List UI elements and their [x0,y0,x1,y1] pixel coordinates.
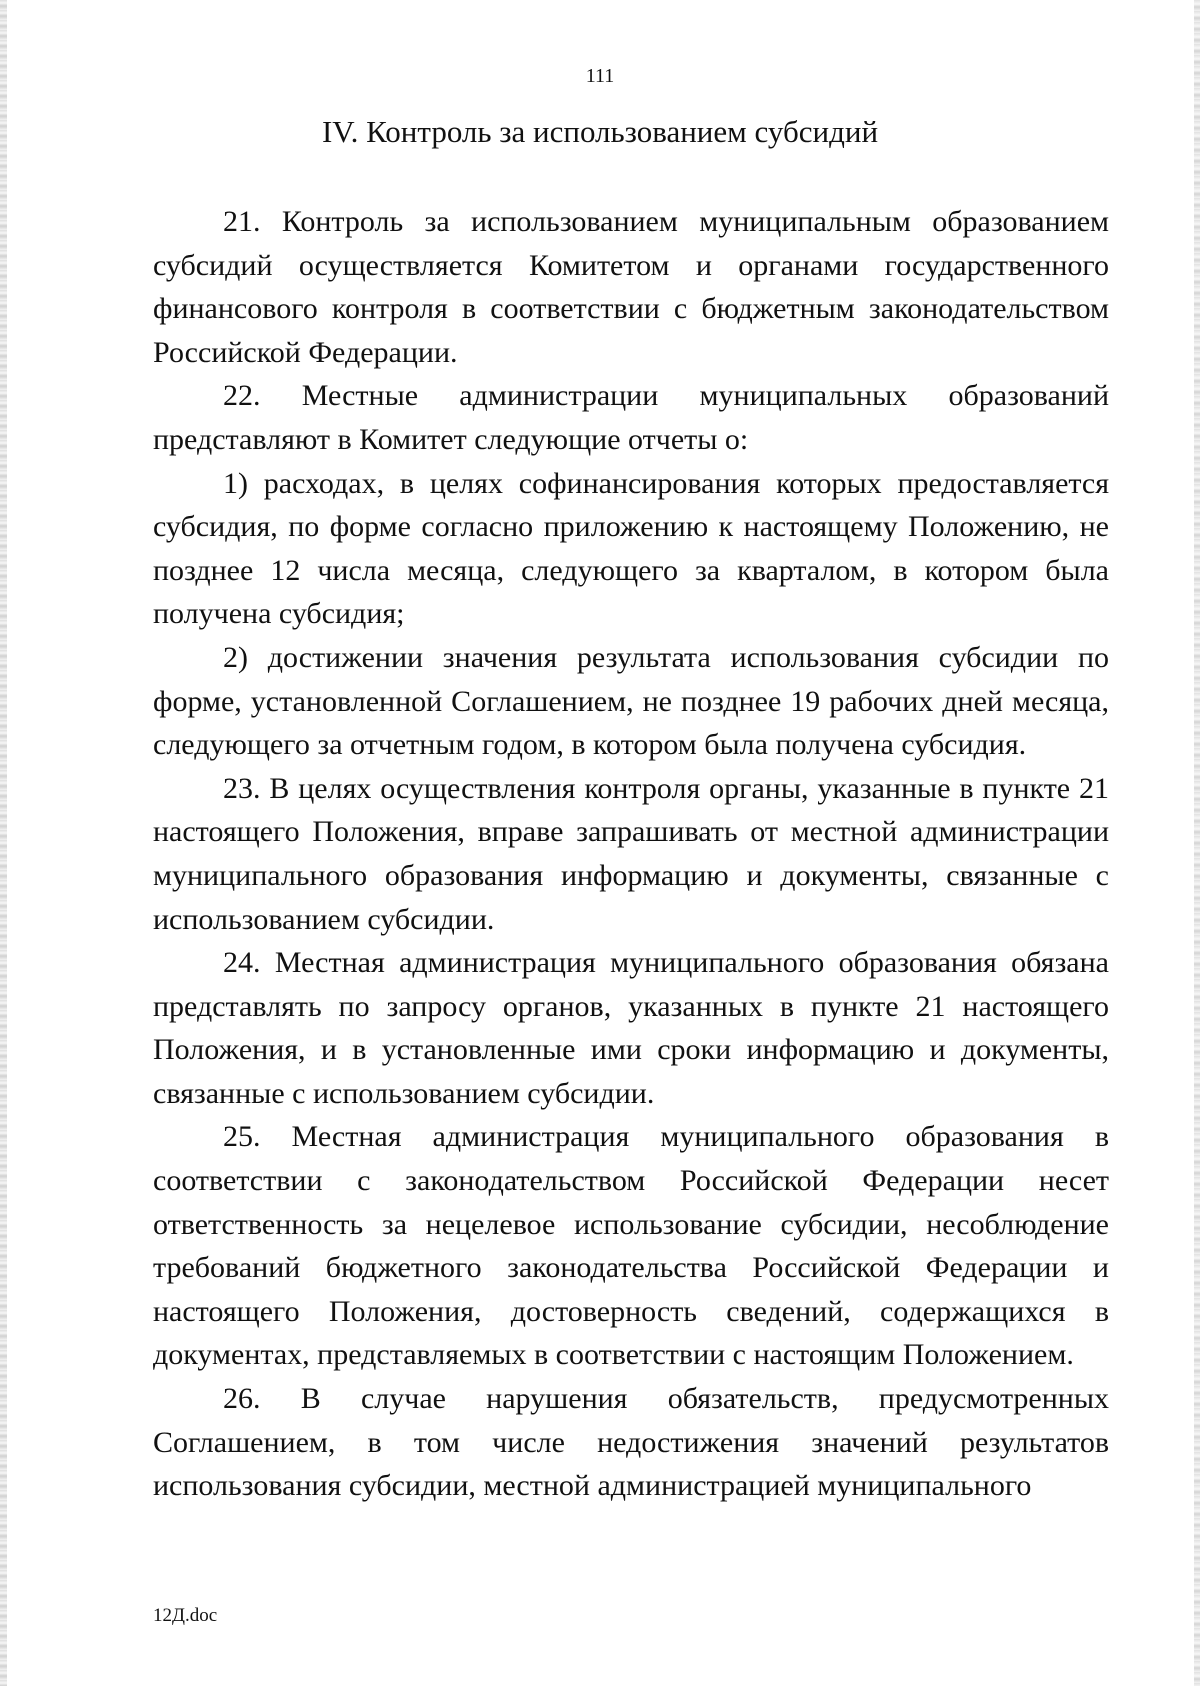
scan-edge-left [0,0,7,1686]
footer-filename: 12Д.doc [153,1605,218,1626]
paragraph-26: 26. В случае нарушения обязательств, предусмотренных Соглашением, в том числе недостижения значений результатов использования субсидии, местной администрацией муниципального [153,1382,1109,1503]
paragraph-25: 25. Местная администрация муниципального образования в соответствии с законодательством Российской Федерации несет ответственность за нецелевое использование субсидии, несоблюдение требований бюджетного законодательства Российской Федерации и настоящего Положения, достоверность сведений, содержащихся в документах, представляемых в соответствии с настоящим Положением. [153,1120,1109,1372]
paragraph-22-item-2: 2) достижении значения результата использования субсидии по форме, установленной Соглашением, не позднее 19 рабочих дней месяца, следующего за отчетным годом, в котором была получена субсидия. [153,640,1109,762]
page-number: 111 [585,65,615,87]
paragraph-23: 23. В целях осуществления контроля органы, указанные в пункте 21 настоящего Положения, вправе запрашивать от местной администрации муниципального образования информацию и документы, связанные с использованием субсидии. [153,771,1109,936]
section-title: IV. Контроль за использованием субсидий [321,114,879,149]
paragraph-22: 22. Местные администрации муниципальных образований представляют в Комитет следующие отчеты о: [153,379,1109,456]
paragraph-24: 24. Местная администрация муниципального образования обязана представлять по запросу органов, указанных в пункте 21 настоящего Положения, и в установленные ими сроки информацию и документы, связанные с использованием субсидии. [153,946,1109,1110]
scan-edge-right [1194,0,1200,1686]
paragraph-21: 21. Контроль за использованием муниципальным образованием субсидий осуществляется Комитетом и органами государственного финансового контроля в соответствии с бюджетным законодательством Российской Федерации. [153,205,1109,369]
document-body [153,200,1109,1508]
paragraph-22-item-1: 1) расходах, в целях софинансирования которых предоставляется субсидия, по форме согласно приложению к настоящему Положению, не позднее 12 числа месяца, следующего за кварталом, в котором была получена субсидия; [153,466,1109,631]
